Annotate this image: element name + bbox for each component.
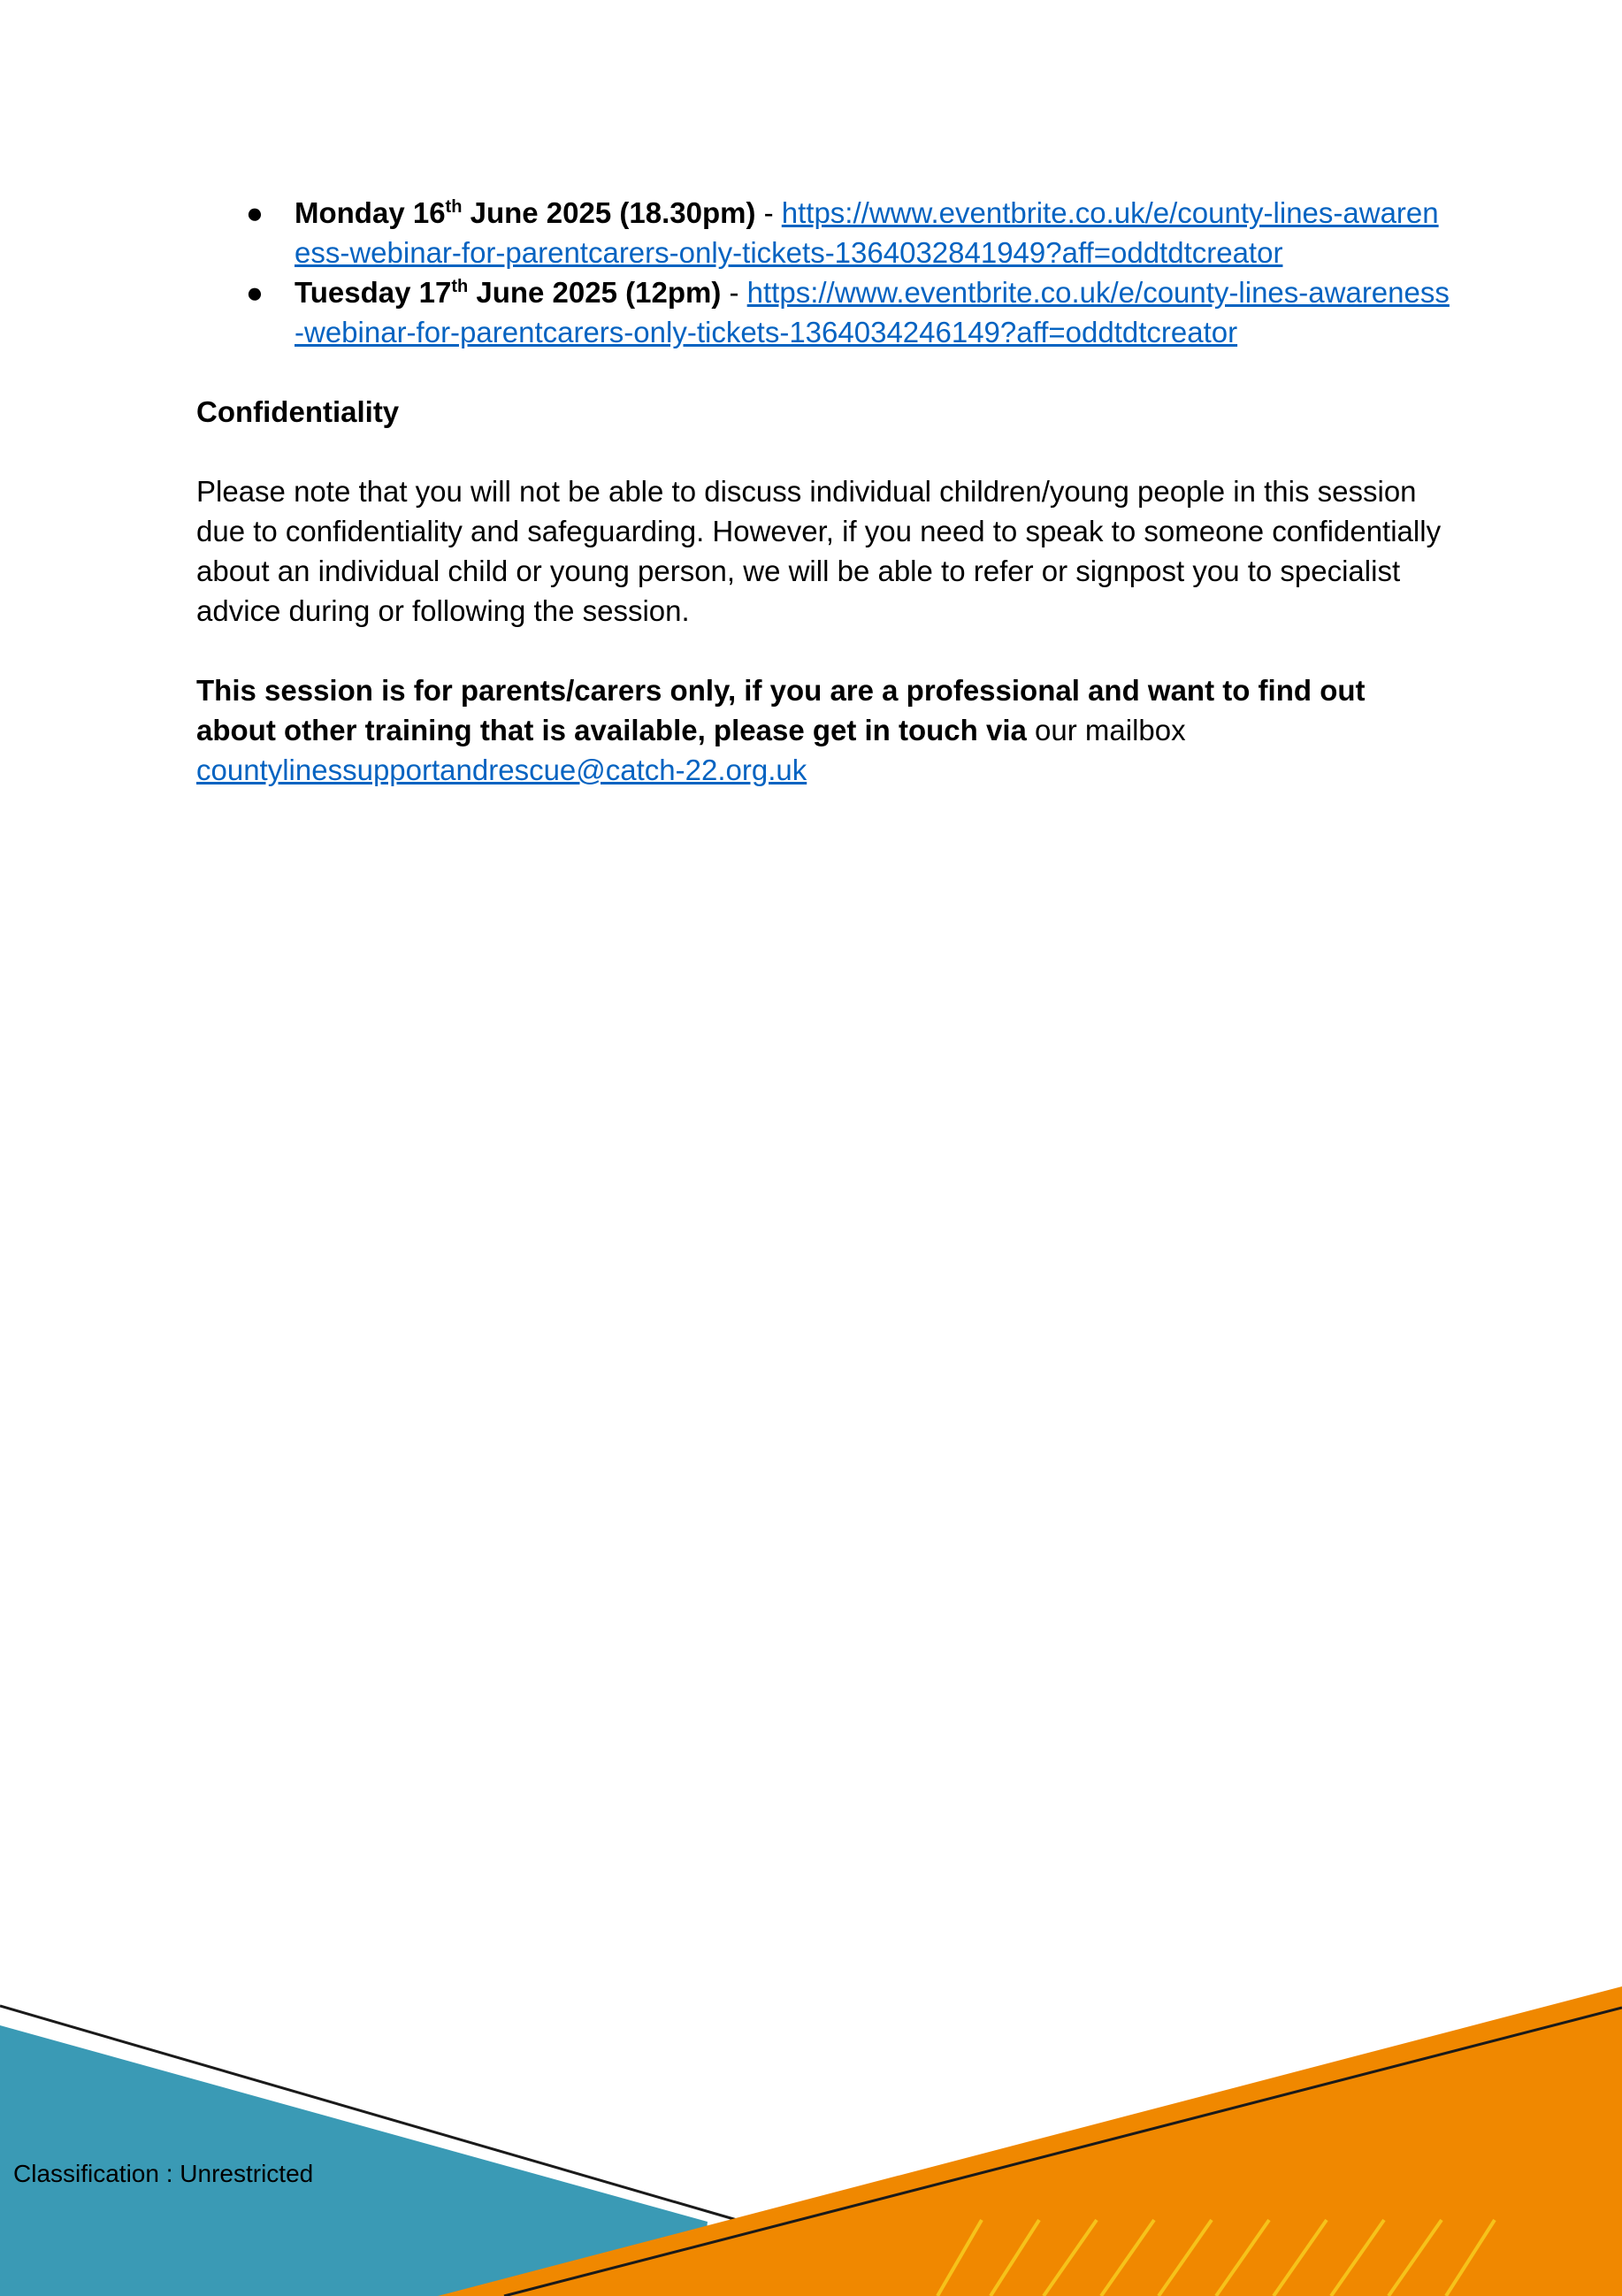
- eventbrite-link[interactable]: https://www.eventbrite.co.uk/e/county-lines-awareness-webinar-for-parentcarers-only-tickets-1364034246149?aff=oddtdtcreator: [295, 276, 1450, 348]
- professional-note-bold: This session is for parents/carers only, if you are a professional and want to find out about other training that is available, please get in touch via: [196, 674, 1366, 746]
- separator: -: [721, 276, 747, 309]
- professional-note-plain: our mailbox: [1026, 714, 1186, 746]
- eventbrite-link[interactable]: https://www.eventbrite.co.uk/e/county-lines-awareness-webinar-for-parentcarers-only-tickets-1364032841949?aff=oddtdtcreator: [295, 196, 1439, 269]
- separator: -: [755, 196, 782, 229]
- session-date: Monday 16th June 2025 (18.30pm): [295, 196, 756, 229]
- bullet-icon: ●: [246, 196, 264, 229]
- confidentiality-paragraph: Please note that you will not be able to discuss individual children/young people in this session due to confidentiality and safeguarding. However, if you need to speak to someone confidentially about an individual child or young person, we will be able to refer or signpost you to specialist advice during or following the session.: [196, 475, 1442, 627]
- bullet-icon: ●: [246, 276, 264, 309]
- session-date: Tuesday 17th June 2025 (12pm): [295, 276, 722, 309]
- confidentiality-heading: Confidentiality: [196, 395, 400, 428]
- email-link[interactable]: countylinessupportandrescue@catch-22.org.uk: [196, 754, 807, 786]
- classification-label: Classification : Unrestricted: [13, 2160, 314, 2187]
